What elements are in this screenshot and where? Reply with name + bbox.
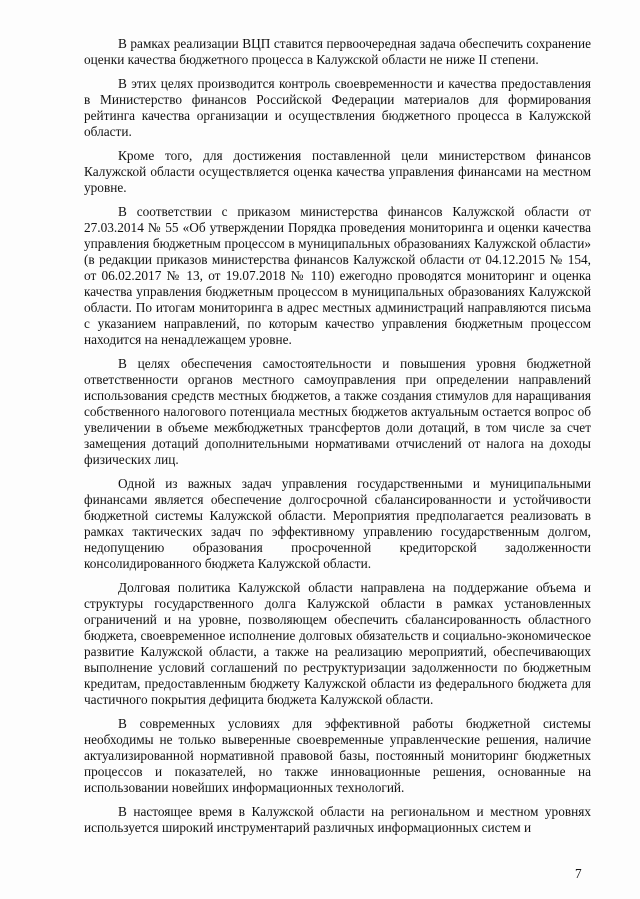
paragraph-5: В целях обеспечения самостоятельности и повышения уровня бюджетной ответственности органов местного самоуправления при определении направлений использования средств местных бюджетов, а также создания стимулов для наращивания собственного налогового потенциала местных бюджетов актуальным остается вопрос об увеличении в объеме межбюджетных трансфертов доли дотаций, в том числе за счет замещения дотаций дополнительными нормативами отчислений от налога на доходы физических лиц. <box>84 356 591 467</box>
paragraph-4: В соответствии с приказом министерства финансов Калужской области от 27.03.2014 № 55 «Об утверждении Порядка проведения мониторинга и оценки качества управления бюджетным процессом в муниципальных образованиях Калужской области» (в редакции приказов министерства финансов Калужской области от 04.12.2015 № 154, от 06.02.2017 № 13, от 19.07.2018 № 110) ежегодно проводятся мониторинг и оценка качества управления бюджетным процессом в муниципальных образованиях Калужской области. По итогам мониторинга в адрес местных администраций направляются письма с указанием направлений, по которым качество управления бюджетным процессом находится на ненадлежащем уровне. <box>84 204 591 347</box>
paragraph-2: В этих целях производится контроль своевременности и качества предоставления в Министерство финансов Российской Федерации материалов для формирования рейтинга качества организации и осуществления бюджетного процесса в Калужской области. <box>84 76 591 139</box>
paragraph-1: В рамках реализации ВЦП ставится первоочередная задача обеспечить сохранение оценки качества бюджетного процесса в Калужской области не ниже II степени. <box>84 36 591 67</box>
page-number: 7 <box>575 866 582 881</box>
paragraph-3: Кроме того, для достижения поставленной цели министерством финансов Калужской области осуществляется оценка качества управления финансами на местном уровне. <box>84 148 591 195</box>
document-body <box>84 36 591 844</box>
paragraph-7: Долговая политика Калужской области направлена на поддержание объема и структуры государственного долга Калужской области в рамках установленных ограничений и на уровне, позволяющем обеспечить сбалансированность областного бюджета, своевременное исполнение долговых обязательств и социально-экономическое развитие Калужской области, а также на реализацию мероприятий, обеспечивающих выполнение условий соглашений по реструктуризации задолженности по бюджетным кредитам, предоставленным бюджету Калужской области из федерального бюджета для частичного покрытия дефицита бюджета Калужской области. <box>84 580 591 707</box>
paragraph-6: Одной из важных задач управления государственными и муниципальными финансами является обеспечение долгосрочной сбалансированности и устойчивости бюджетной системы Калужской области. Мероприятия предполагается реализовать в рамках тактических задач по эффективному управлению государственным долгом, недопущению образования просроченной кредиторской задолженности консолидированного бюджета Калужской области. <box>84 476 591 571</box>
paragraph-9: В настоящее время в Калужской области на региональном и местном уровнях используется широкий инструментарий различных информационных систем и <box>84 804 591 835</box>
paragraph-8: В современных условиях для эффективной работы бюджетной системы необходимы не только выверенные своевременные управленческие решения, наличие актуализированной нормативной правовой базы, постоянный мониторинг бюджетных процессов и показателей, но также инновационные решения, основанные на использовании новейших информационных технологий. <box>84 716 591 795</box>
